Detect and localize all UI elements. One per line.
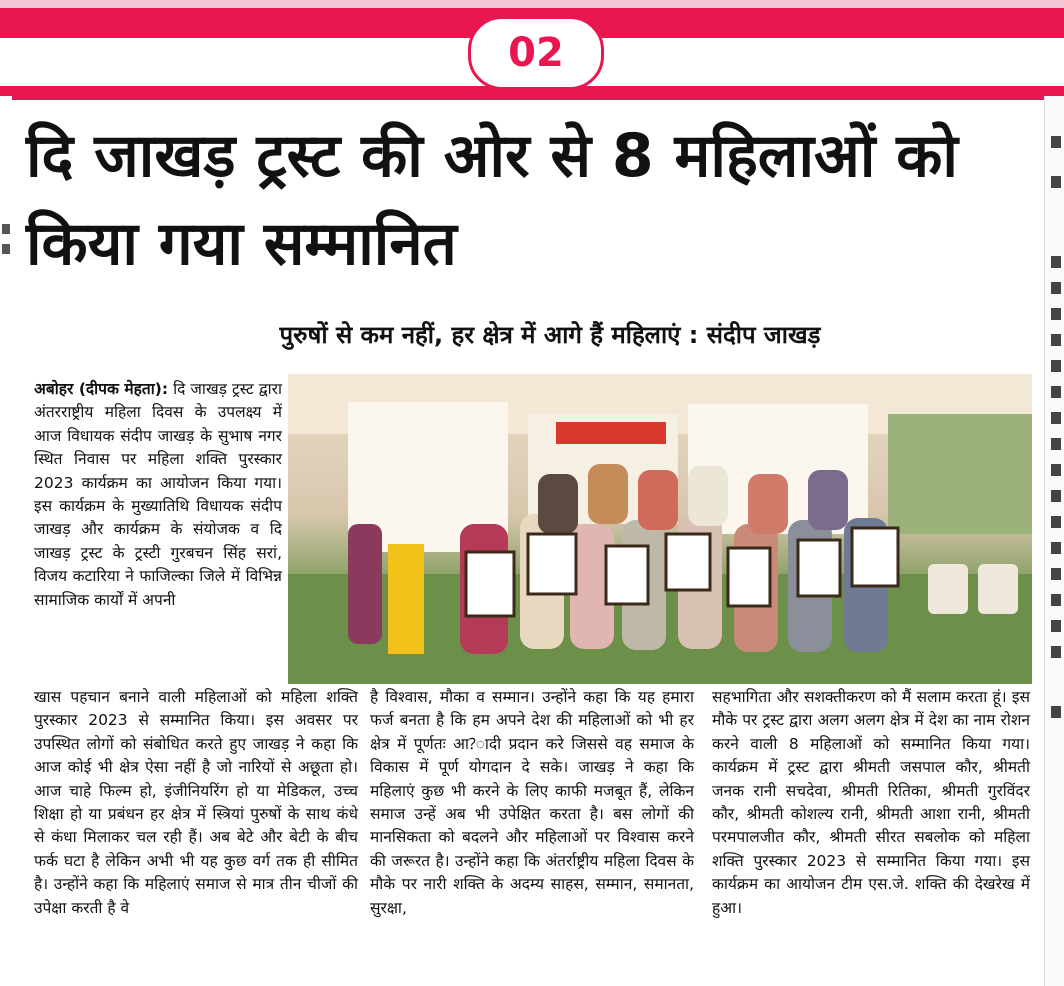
- article-text-1a: दि जाखड़ ट्रस्ट द्वारा अंतरराष्ट्रीय महिला दिवस के उपलक्ष्य में आज विधायक संदीप जाखड़ के सुभाष नगर स्थित निवास पर महिला शक्ति पुरस्कार 2023 कार्यक्रम का आयोजन किया गया। इस कार्यक्रम के मुख्यातिथि विधायक संदीप जाखड़ और कार्यक्रम के संयोजक व दि जाखड़ ट्रस्ट के ट्रस्टी गुरबचन सिंह सरां, विजय कटारिया ने फाजिल्का जिले में विभिन्न सामाजिक कार्यों में अपनी: [34, 380, 282, 609]
- article-text-1b: खास पहचान बनाने वाली महिलाओं को महिला शक्ति पुरस्कार 2023 से सम्मानित किया। इस अवसर पर उपस्थित लोगों को संबोधित करते हुए जाखड़ ने कहा कि आज कोई भी क्षेत्र ऐसा नहीं है जो नारियों से अछूता हो। आज चाहे फिल्म हो, इंजीनियरिंग हो या मेडिकल, उच्च शिक्षा हो या प्रबंधन हर क्षेत्र में स्त्रियां पुरुषों के साथ कंधे से कंधा मिलाकर चल रही हैं। अब बेटे और बेटी के बीच फर्क घटा है लेकिन अभी भी यह कुछ वर्ग तक ही सीमित है। उन्होंने कहा कि महिलाएं समाज से मात्र तीन चीजों की उपेक्षा करती है वे: [34, 688, 358, 917]
- article-column-3: [712, 686, 1030, 920]
- left-page-edge: [0, 96, 12, 986]
- headline: दि जाखड़ ट्रस्ट की ओर से 8 महिलाओं को किया गया सम्मानित: [26, 121, 958, 279]
- byline: अबोहर (दीपक मेहता):: [34, 380, 169, 398]
- article-column-1-top: [34, 378, 282, 612]
- top-pink-band: [0, 0, 1064, 8]
- article-column-1-bottom: [34, 686, 358, 920]
- page-number-badge: 02: [468, 16, 604, 90]
- right-page-edge: [1044, 96, 1064, 986]
- event-photo: [288, 374, 1032, 684]
- article-text-2: है विश्वास, मौका व सम्मान। उन्होंने कहा कि यह हमारा फर्ज बनता है कि हम अपने देश की महिलाओं को भी हर क्षेत्र में पूर्णतः आ?ादी प्रदान करे जिससे वह समाज के विकास में पूर्ण योगदान दे सके। जाखड़ ने कहा कि महिलाएं कुछ भी करने के लिए काफी मजबूत हैं, लेकिन समाज उन्हें अब भी उपेक्षित करता है। बस लोगों की मानसिकता को बदलने और महिलाओं पर विश्वास करने की जरूरत है। उन्होंने कहा कि अंतर्राष्ट्रीय महिला दिवस के मौके पर नारी शक्ति के अदम्य साहस, सम्मान, समानता, सुरक्षा,: [370, 688, 694, 917]
- article-text-3: सहभागिता और सशक्तीकरण को मैं सलाम करता हूं। इस मौके पर ट्रस्ट द्वारा अलग अलग क्षेत्र में देश का नाम रोशन करने वाली 8 महिलाओं को सम्मानित किया गया। कार्यक्रम में ट्रस्ट द्वारा श्रीमती जसपाल कौर, श्रीमती जनक रानी सचदेवा, श्रीमती रितिका, श्रीमती गुरविंदर कौर, श्रीमती कोशल्य रानी, श्रीमती आशा रानी, श्रीमती परमपालजीत कौर, श्रीमती सीरत सबलोक को महिला शक्ति पुरस्कार 2023 से सम्मानित किया गया। इस कार्यक्रम का आयोजन टीम एस.जे. शक्ति की देखरेख में हुआ।: [712, 688, 1030, 917]
- subheadline: पुरुषों से कम नहीं, हर क्षेत्र में आगे हैं महिलाएं : संदीप जाखड़: [279, 321, 821, 349]
- article-column-2: [370, 686, 694, 920]
